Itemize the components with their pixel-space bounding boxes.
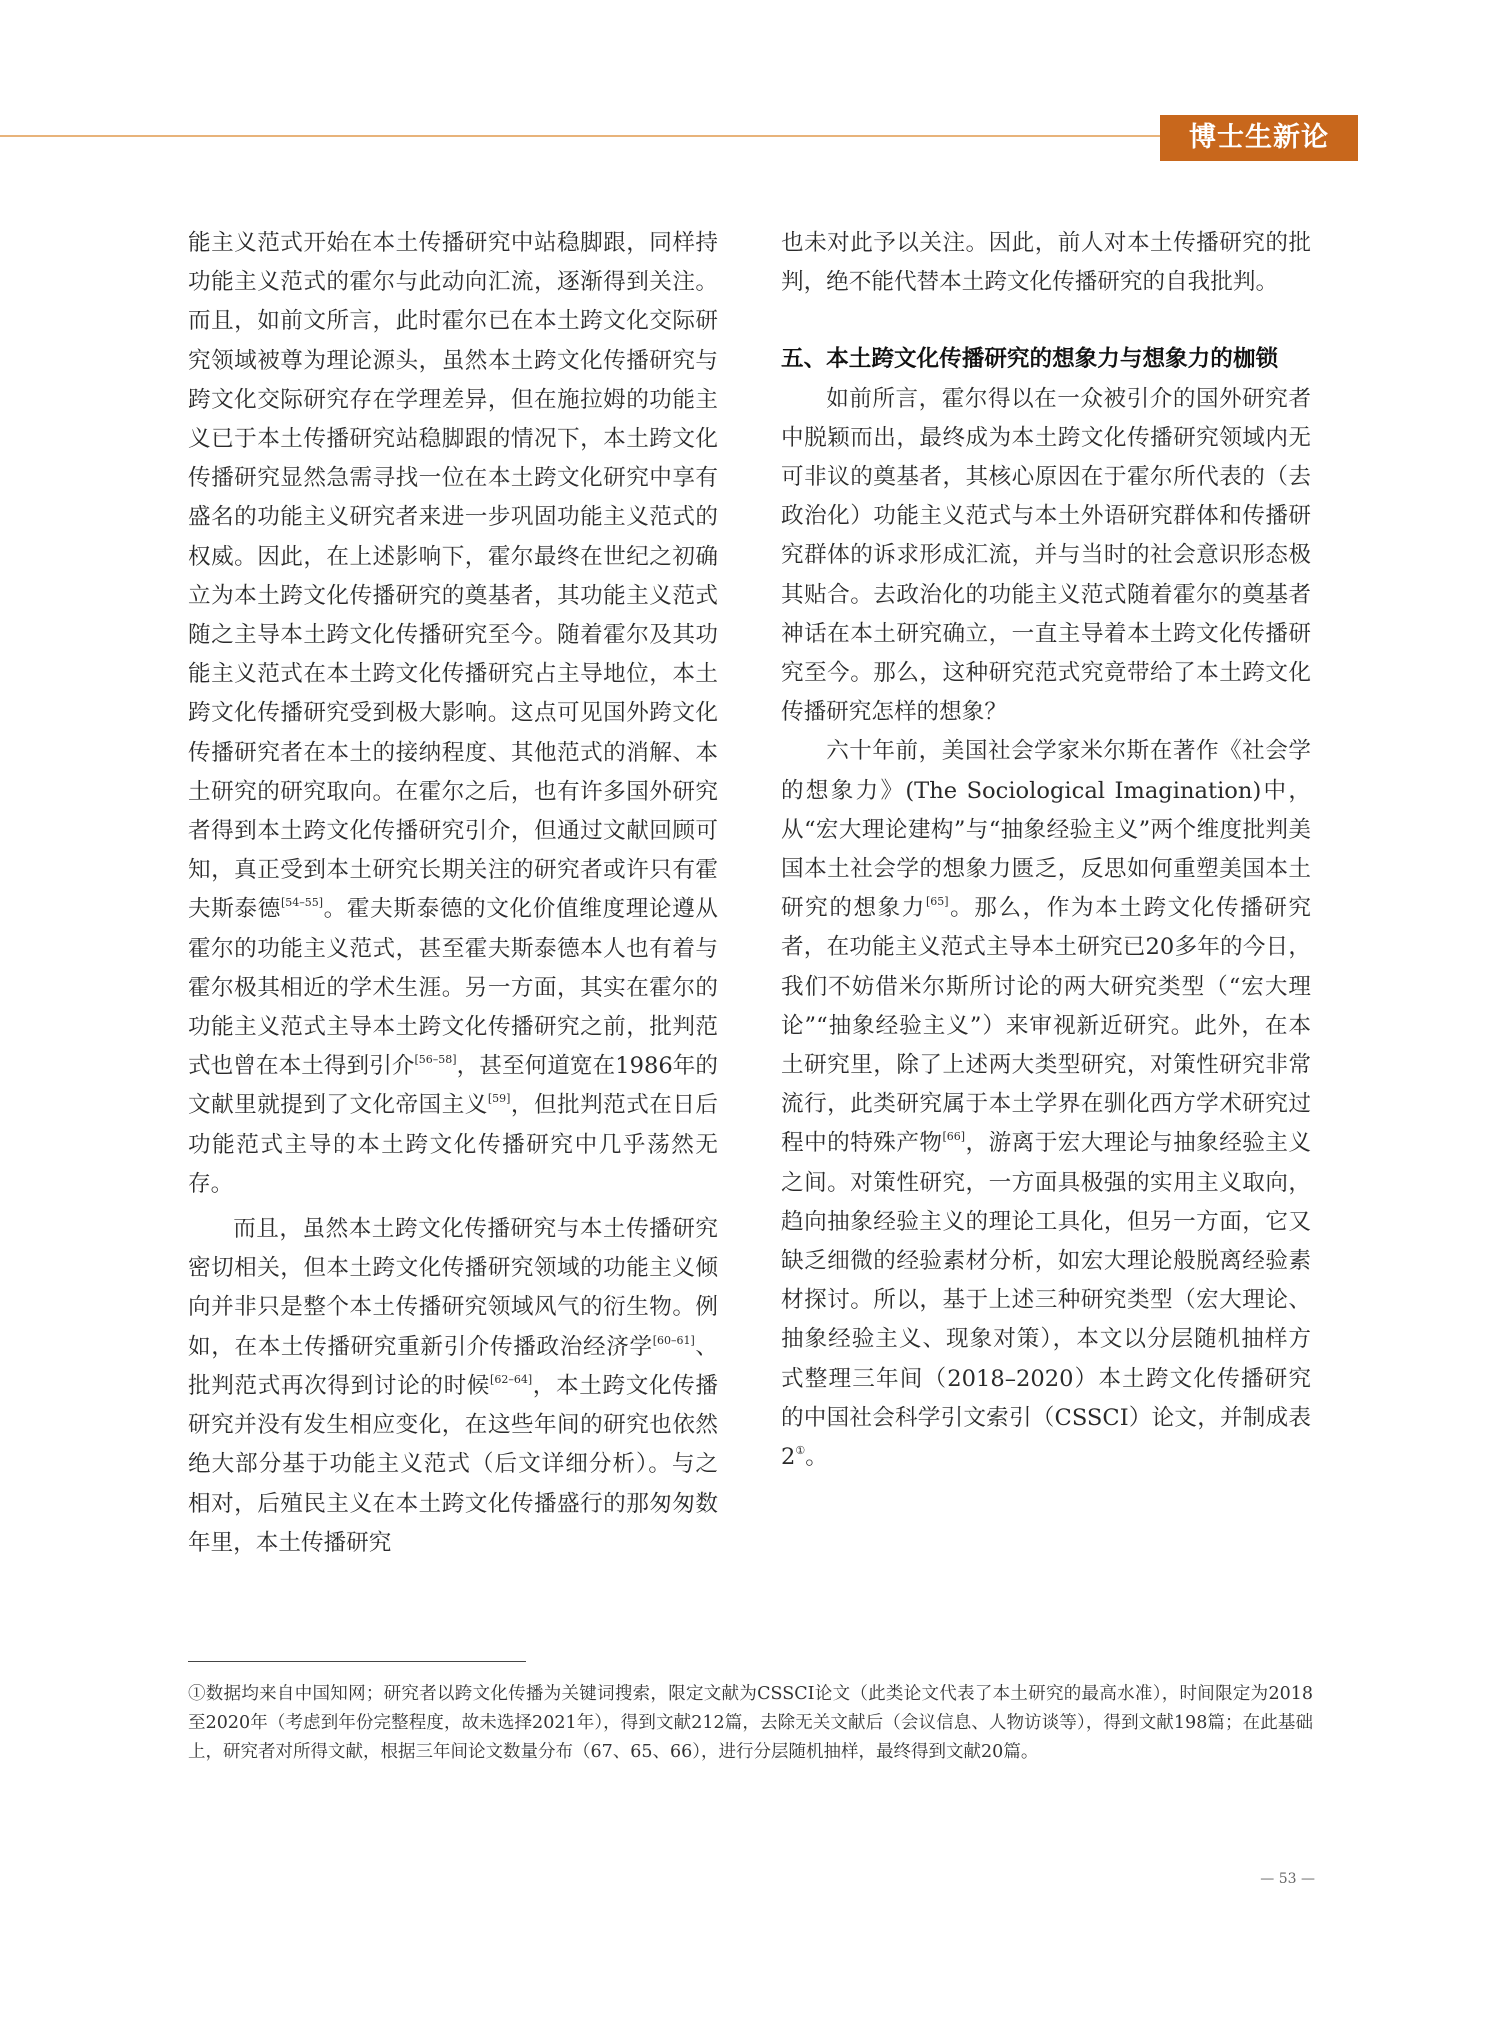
right-column <box>781 224 1311 1477</box>
citation: [59] <box>487 1092 511 1106</box>
section-title-tab: 博士生新论 <box>1160 115 1358 161</box>
header-rule <box>0 135 1160 137</box>
page-number: — 53 — <box>1260 1871 1315 1887</box>
text-run: 而且，虽然本土跨文化传播研究与本土传播研究密切相关，但本土跨文化传播研究领域的功能主义倾向并非只是整个本土传播研究领域风气的衍生物。例如，在本土传播研究重新引介传播政治经济学 <box>188 1216 718 1360</box>
footnote-marker: ① <box>795 1444 806 1458</box>
text-run: 。 <box>805 1444 828 1471</box>
citation: [66] <box>942 1130 966 1144</box>
text-run: 如前所言，霍尔得以在一众被引介的国外研究者中脱颖而出，最终成为本土跨文化传播研究领域内无可非议的奠基者，其核心原因在于霍尔所代表的（去政治化）功能主义范式与本土外语研究群体和传播研究群体的诉求形成汇流，并与当时的社会意识形态极其贴合。去政治化的功能主义范式随着霍尔的奠基者神话在本土研究确立，一直主导着本土跨文化传播研究至今。那么，这种研究范式究竟带给了本土跨文化传播研究怎样的想象？ <box>781 385 1311 726</box>
text-run: 。那么，作为本土跨文化传播研究者，在功能主义范式主导本土研究已20多年的今日，我们不妨借米尔斯所讨论的两大研究类型（“宏大理论”“抽象经验主义”）来审视新近研究。此外，在本土研究里，除了上述两大类型研究，对策性研究非常流行，此类研究属于本土学界在驯化西方学术研究过程中的特殊产物 <box>781 895 1312 1157</box>
section-heading: 五、本土跨文化传播研究的想象力与想象力的枷锁 <box>781 346 1279 373</box>
paragraph <box>781 224 1311 302</box>
citation: [56–58] <box>414 1053 457 1067</box>
paragraph <box>188 1210 718 1563</box>
citation: [65] <box>925 895 949 909</box>
citation: [54–55] <box>280 896 324 910</box>
citation: [62–64] <box>490 1372 533 1386</box>
text-run: ，但批判范式在日后功能范式主导的本土跨文化传播研究中几乎荡然无存。 <box>188 1092 719 1197</box>
text-run: 。霍夫斯泰德的文化价值维度理论遵从霍尔的功能主义范式，甚至霍夫斯泰德本人也有着与霍尔极其相近的学术生涯。另一方面，其实在霍尔的功能主义范式主导本土跨文化传播研究之前，批判范式也曾在本土得到引介 <box>188 896 718 1080</box>
paragraph <box>188 224 718 1204</box>
text-run: 也未对此予以关注。因此，前人对本土传播研究的批判，绝不能代替本土跨文化传播研究的自我批判。 <box>781 230 1311 296</box>
text-run: 六十年前，美国社会学家米尔斯在著作《社会学的想象力》(The Sociological Imagination)中，从“宏大理论建构”与“抽象经验主义”两个维度批判美国本土社会学的想象力匮乏，反思如何重塑美国本土研究的想象力 <box>781 738 1311 922</box>
text-run: 能主义范式开始在本土传播研究中站稳脚跟，同样持功能主义范式的霍尔与此动向汇流，逐渐得到关注。而且，如前文所言，此时霍尔已在本土跨文化交际研究领域被尊为理论源头，虽然本土跨文化传播研究与跨文化交际研究存在学理差异，但在施拉姆的功能主义已于本土传播研究站稳脚跟的情况下，本土跨文化传播研究显然急需寻找一位在本土跨文化研究中享有盛名的功能主义研究者来进一步巩固功能主义范式的权威。因此，在上述影响下，霍尔最终在世纪之初确立为本土跨文化传播研究的奠基者，其功能主义范式随之主导本土跨文化传播研究至今。随着霍尔及其功能主义范式在本土跨文化传播研究占主导地位，本土跨文化传播研究受到极大影响。这点可见国外跨文化传播研究者在本土的接纳程度、其他范式的消解、本土研究的研究取向。在霍尔之后，也有许多国外研究者得到本土跨文化传播研究引介，但通过文献回顾可知，真正受到本土研究长期关注的研究者或许只有霍夫斯泰德 <box>188 230 718 923</box>
text-run: 、批判范式再次得到讨论的时候 <box>188 1333 718 1399</box>
citation: [60–61] <box>652 1333 695 1347</box>
paragraph <box>781 380 1311 733</box>
footnote: ①数据均来自中国知网；研究者以跨文化传播为关键词搜索，限定文献为CSSCI论文（此类论文代表了本土研究的最高水准），时间限定为2018至2020年（考虑到年份完整程度，故未选择2021年），得到文献212篇，去除无关文献后（会议信息、人物访谈等），得到文献198篇；在此基础上，研究者对所得文献，根据三年间论文数量分布（67、65、66），进行分层随机抽样，最终得到文献20篇。 <box>188 1684 1313 1762</box>
text-run: ，甚至何道宽在1986年的文献里就提到了文化帝国主义 <box>188 1053 719 1119</box>
left-column <box>188 224 718 1563</box>
footnote-rule <box>188 1661 526 1662</box>
paragraph <box>781 732 1311 1477</box>
text-run: ，游离于宏大理论与抽象经验主义之间。对策性研究，一方面具极强的实用主义取向，趋向抽象经验主义的理论工具化，但另一方面，它又缺乏细微的经验素材分析，如宏大理论般脱离经验素材探讨。所以，基于上述三种研究类型（宏大理论、抽象经验主义、现象对策），本文以分层随机抽样方式整理三年间（2018–2020）本土跨文化传播研究的中国社会科学引文索引（CSSCI）论文，并制成表2 <box>781 1130 1312 1471</box>
text-run: ，本土跨文化传播研究并没有发生相应变化，在这些年间的研究也依然绝大部分基于功能主义范式（后文详细分析）。与之相对，后殖民主义在本土跨文化传播盛行的那匆匆数年里，本土传播研究 <box>188 1372 718 1556</box>
